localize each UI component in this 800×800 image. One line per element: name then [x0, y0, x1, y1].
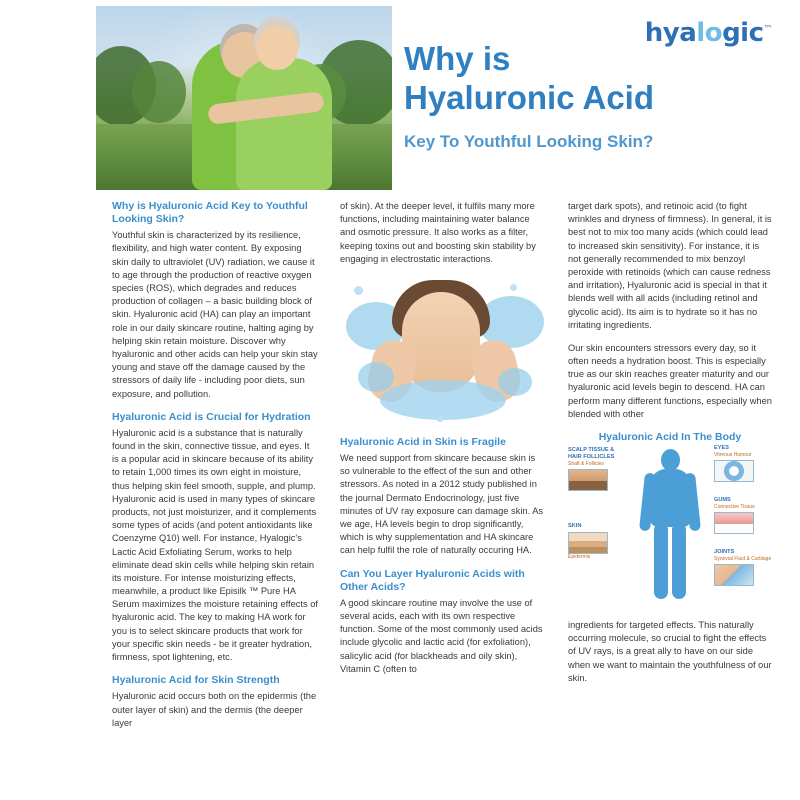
diagram-callout-skin [568, 523, 624, 560]
water-splash [498, 368, 532, 396]
logo-text-part3: gic [722, 18, 764, 48]
column-middle [340, 200, 546, 740]
paragraph-crucial-for-hydration: Hyaluronic acid is a substance that is naturally found in the skin, connective tissue, and eyes. It is a popular acid in skincare because of its ability to retain 1,000 times its own eight in moisture, thus helping skin feel smooth, supple, and plump. Hyaluronic acid is used in many types of skincare products, not just moisturizer, and it complements some types of acids (and potent antioxidants like Coenzyme Q10) well. For instance, Hyalogic's Lactic Acid Exfoliating Serum, works to help eliminate dead skin cells while helping skin retain its moisture. For intense moisturizing effects, meanwhile, a product like Episilk ™ Pure HA Serum maximizes the moisture retaining effects of hyaluronic acid. The key to making HA work for you is to select skincare products that work for your specific skin needs - be it greater hydration, firmness, spot lightening, etc. [112, 427, 318, 662]
photo-woman-splashing-water [340, 276, 546, 426]
callout-image-joint [714, 564, 754, 586]
callout-image-scalp [568, 469, 608, 491]
column-left [112, 200, 318, 740]
heading-why-is-ha-key: Why is Hyaluronic Acid Key to Youthful Looking Skin? [112, 200, 308, 226]
body-silhouette [642, 449, 698, 599]
heading-layer-acids: Can You Layer Hyaluronic Acids with Other Acids? [340, 567, 525, 593]
article-columns [0, 200, 800, 740]
heading-crucial-for-hydration: Hyaluronic Acid is Crucial for Hydration [112, 410, 311, 423]
silhouette-head [661, 449, 680, 471]
logo-text-part2: lo [696, 18, 723, 48]
diagram-callout-gums [714, 497, 772, 534]
diagram-title: Hyaluronic Acid In The Body [598, 431, 742, 443]
tree-shape [132, 61, 186, 123]
page-title-line1: Why is [404, 40, 511, 77]
water-droplet [436, 414, 444, 422]
callout-subtitle: Vitreous Humour [714, 451, 752, 458]
paragraph-layer-acids-continued: target dark spots), and retinoic acid (to fight wrinkles and dryness of firmness). In general, it is best not to mix too many acids (which could lead to increased skin sensitivity). For instance, it is not generally recommended to mix benzoyl peroxide with retinoids (which can cause redness and irritation), Hyaluronic acid is special in that it blends well with all acids (including retinol and glycolic acid). Its aim is to hydrate so it has no irritating ingredients. [568, 201, 772, 330]
paragraph-skin-is-fragile: We need support from skincare because skin is so vulnerable to the effect of the sun and other stressors. As noted in a 2012 study published in the journal Dermato Endocrinology, just five minutes of UV ray exposure can damage skin. As we age, HA levels begin to drop significantly, which is why supplementation and HA skincare can help fulfil the role of naturally occuring HA. [340, 453, 544, 556]
callout-image-gums [714, 512, 754, 534]
person-riding [236, 58, 332, 190]
callout-image-skin [568, 532, 608, 554]
paragraph-targeted-effects: ingredients for targeted effects. This naturally occurring molecule, so crucial to fight the effects of UV rays, is a great ally to have on our side when we want to maintain the youthfulness of our skin. [568, 620, 772, 683]
hero-photo-senior-couple [96, 6, 392, 190]
callout-title: GUMS [714, 497, 731, 503]
callout-subtitle: Synovial Fluid & Cartilage [714, 555, 772, 562]
title-block [404, 40, 784, 152]
callout-image-eye [714, 460, 754, 482]
silhouette-leg-left [654, 523, 668, 599]
page-title-line2: Hyaluronic Acid [404, 78, 654, 116]
callout-title: SKIN [568, 523, 582, 529]
paragraph-stressors: Our skin encounters stressors every day, so it often needs a hydration boost. This is especially true as our skin reaches greater maturity and our hyaluronic acid levels begin to descend. HA can perform many different functions, especially when blended with other [568, 342, 772, 419]
callout-title: EYES [714, 445, 729, 451]
page-subtitle: Key To Youthful Looking Skin? [404, 131, 654, 151]
heading-skin-is-fragile: Hyaluronic Acid in Skin is Fragile [340, 435, 506, 448]
callout-subtitle: Shaft & Follicles [568, 460, 604, 467]
silhouette-leg-right [672, 523, 686, 599]
callout-title: SCALP TISSUE & [568, 447, 615, 453]
callout-title: JOINTS [714, 549, 735, 555]
face-shape [402, 292, 480, 392]
callout-subtitle: Connective Tissue [714, 503, 755, 510]
paragraph-skin-strength: Hyaluronic acid occurs both on the epidermis (the outer layer of skin) and the dermis (the deeper layer [112, 691, 317, 728]
paragraph-skin-strength-continued: of skin). At the deeper level, it fulfils many more functions, including maintaining water balance and osmotic pressure. It also works as a filter, keeping toxins out and boosting skin stability by engaging in electrostatic interactions. [340, 201, 536, 264]
callout-title-2: HAIR FOLLICLES [568, 453, 615, 460]
water-droplet [510, 284, 517, 291]
callout-subtitle: Epidermis [568, 553, 591, 560]
paragraph-why-is-ha-key: Youthful skin is characterized by its resilience, flexibility, and high water content. By exposing skin daily to ultraviolet (UV) radiation, we cause it to age through the production of reactive oxygen species (ROS), which degrades and reduces production of collagen – a basic building block of skin. Hyaluronic acid (HA) can play an important role in our daily skincare routine, halting aging by helping skin retain moisture. Discover why hyaluronic and other acids can help your skin stay young and stave off the damage caused by the stressors of daily life - including poor diets, sun exposure, and pollution. [112, 230, 318, 399]
trademark-symbol: ™ [763, 24, 772, 35]
water-droplet [354, 286, 363, 295]
paragraph-layer-acids: A good skincare routine may involve the use of several acids, each with its own respective function. Some of the most commonly used acids include glycolic and lactic acid (for exfoliation), salicylic acid (for blackheads and oily skin), Vitamin C (often to [340, 597, 543, 674]
person-head [256, 26, 298, 70]
water-splash [358, 362, 394, 392]
document-header [0, 0, 800, 196]
diagram-callout-joints [714, 549, 772, 586]
column-right [568, 200, 772, 740]
diagram-callout-eyes [714, 445, 772, 482]
logo-text-part1: hya [644, 18, 697, 48]
water-splash [380, 380, 506, 420]
diagram-ha-in-the-body [568, 431, 772, 609]
heading-skin-strength: Hyaluronic Acid for Skin Strength [112, 674, 280, 687]
diagram-callout-scalp [568, 447, 628, 491]
